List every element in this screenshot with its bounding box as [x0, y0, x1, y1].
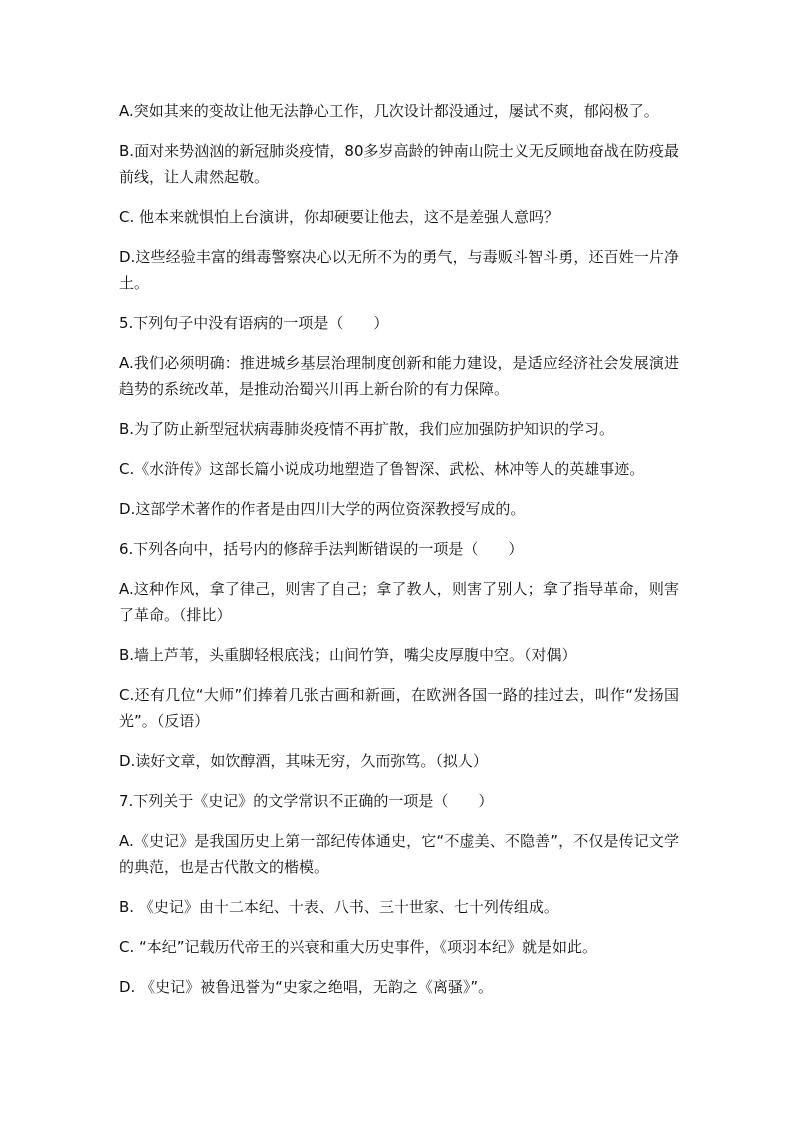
question-6-option-c: C.还有几位“大师”们捧着几张古画和新画，在欧洲各国一路的挂过去，叫作“发扬国光”。（反语） — [119, 686, 679, 730]
question-7-stem: 7.下列关于《史记》的文学常识不正确的一项是（ ） — [119, 792, 494, 810]
option-b-prev-question: B.面对来势汹汹的新冠肺炎疫情，80多岁高龄的钟南山院士义无反顾地奋战在防疫最前线，让人肃然起敬。 — [119, 142, 679, 186]
question-6-option-a: A.这种作风，拿了律己，则害了自己；拿了教人，则害了别人；拿了指导革命，则害了革命。（排比） — [119, 580, 679, 624]
document-body — [119, 98, 679, 1014]
question-5-option-b: B.为了防止新型冠状病毒肺炎疫情不再扩散，我们应加强防护知识的学习。 — [119, 420, 615, 438]
option-d-prev-question: D.这些经验丰富的缉毒警察决心以无所不为的勇气，与毒贩斗智斗勇，还百姓一片净土。 — [119, 248, 679, 292]
question-5-option-d: D.这部学术著作的作者是由四川大学的两位资深教授写成的。 — [119, 500, 526, 518]
question-6-stem: 6.下列各向中，括号内的修辞手法判断错误的一项是（ ） — [119, 540, 524, 558]
question-7-option-d: D. 《史记》被鲁迅誉为“史家之绝唱，无韵之《离骚》”。 — [119, 978, 494, 996]
option-a-prev-question: A.突如其来的变故让他无法静心工作，几次设计都没通过，屡试不爽，郁闷极了。 — [119, 102, 659, 120]
question-5-stem: 5.下列句子中没有语病的一项是（ ） — [119, 314, 389, 332]
option-c-prev-question: C. 他本来就惧怕上台演讲，你却硬要让他去，这不是差强人意吗？ — [119, 208, 560, 226]
question-7-option-a: A.《史记》是我国历史上第一部纪传体通史，它“不虚美、不隐善”，不仅是传记文学的典范，也是古代散文的楷模。 — [119, 832, 679, 876]
question-6-option-b: B.墙上芦苇，头重脚轻根底浅；山间竹笋，嘴尖皮厚腹中空。（对偶） — [119, 646, 577, 664]
question-6-option-d: D.读好文章，如饮醇酒，其味无穷，久而弥笃。（拟人） — [119, 752, 488, 770]
question-7-option-b: B. 《史记》由十二本纪、十表、八书、三十世家、七十列传组成。 — [119, 898, 559, 916]
question-7-option-c: C. “本纪”记载历代帝王的兴衰和重大历史事件，《项羽本纪》就是如此。 — [119, 938, 598, 956]
question-5-option-c: C.《水浒传》这部长篇小说成功地塑造了鲁智深、武松、林冲等人的英雄事迹。 — [119, 460, 645, 478]
question-5-option-a: A.我们必须明确：推进城乡基层治理制度创新和能力建设，是适应经济社会发展演进趋势的系统改革，是推动治蜀兴川再上新台阶的有力保障。 — [119, 354, 679, 398]
